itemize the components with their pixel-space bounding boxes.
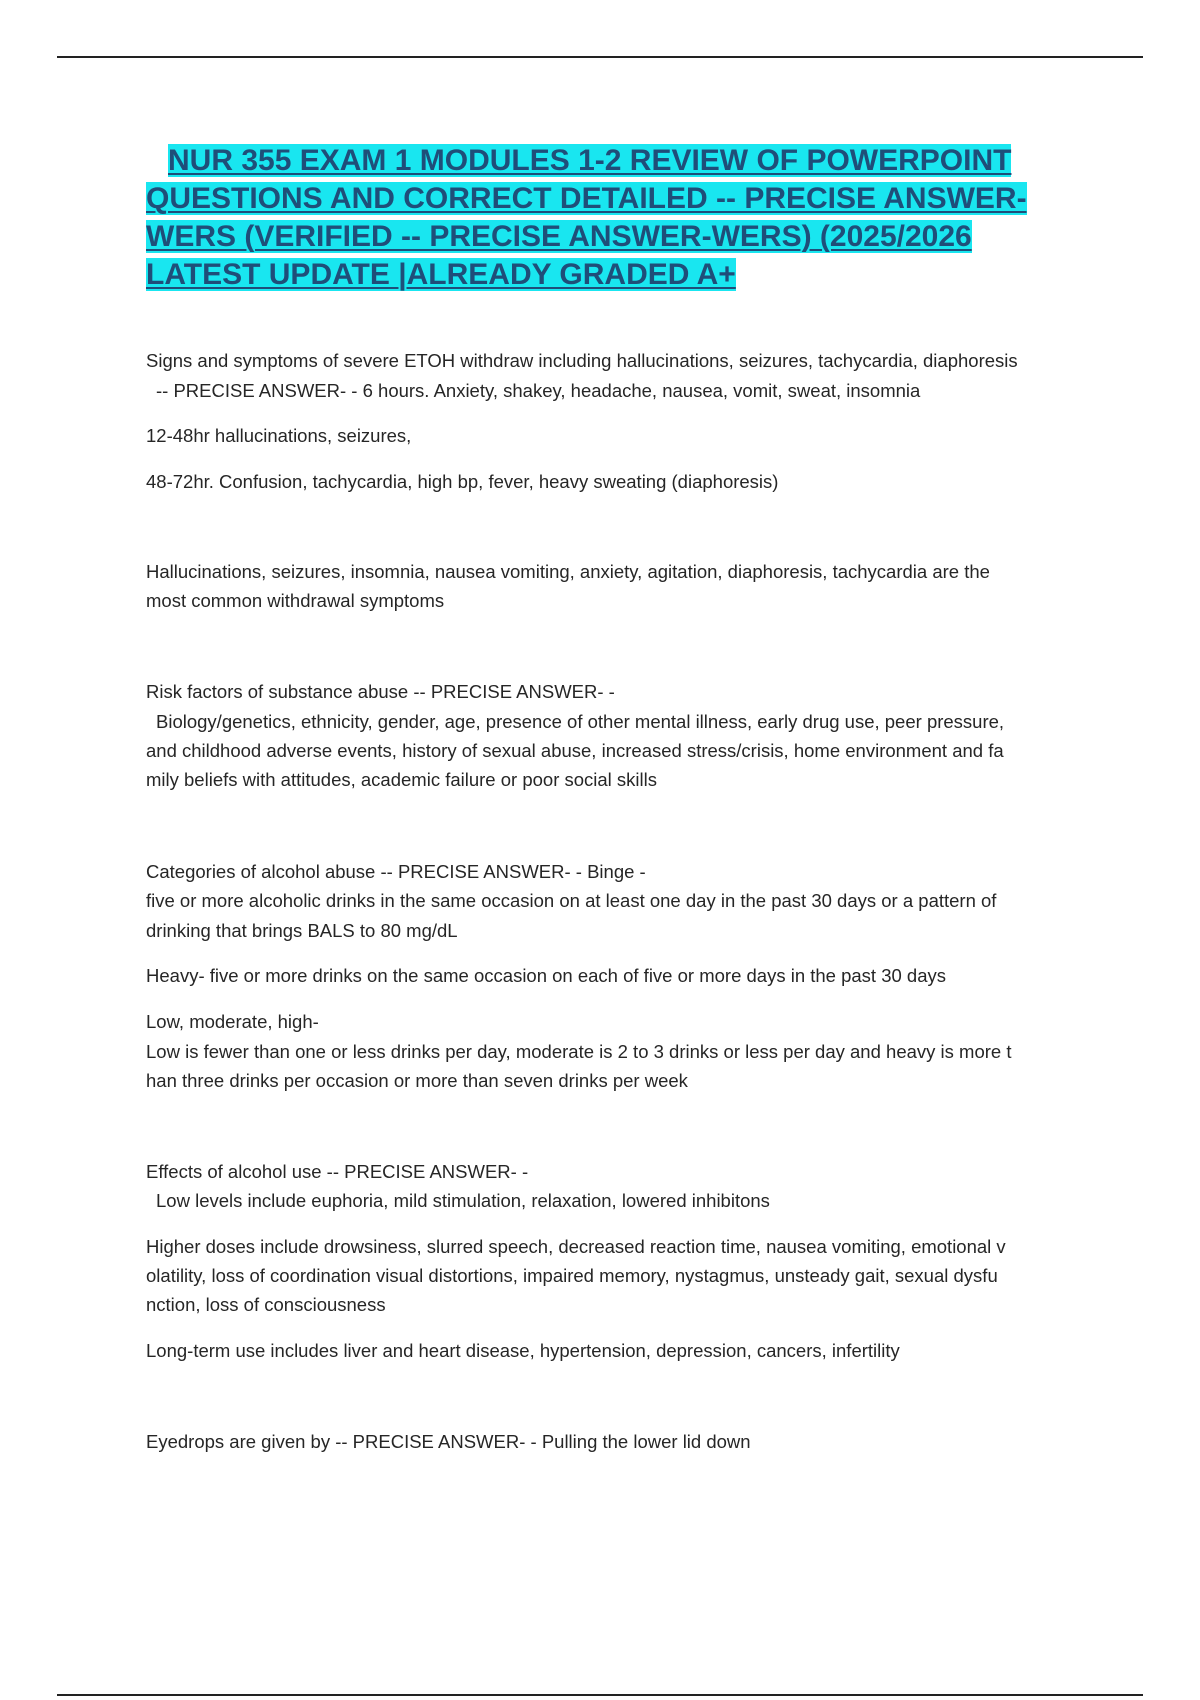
question-line: Risk factors of substance abuse -- PRECISE ANSWER- - xyxy=(146,681,615,702)
answer-line: -- PRECISE ANSWER- - 6 hours. Anxiety, shakey, headache, nausea, vomit, sweat, insomnia xyxy=(156,380,921,401)
question-line: Signs and symptoms of severe ETOH withdraw including hallucinations, seizures, tachycardia, diaphoresis xyxy=(146,350,1018,371)
question-line: Effects of alcohol use -- PRECISE ANSWER- - xyxy=(146,1161,529,1182)
answer-line: olatility, loss of coordination visual distortions, impaired memory, nystagmus, unsteady gait, sexual dysfu xyxy=(146,1265,998,1286)
answer-line: Long-term use includes liver and heart disease, hypertension, depression, cancers, infertility xyxy=(146,1340,900,1361)
document-title xyxy=(146,142,1106,294)
bottom-rule xyxy=(57,1694,1143,1696)
title-line: WERS (VERIFIED -- PRECISE ANSWER-WERS) (2025/2026 xyxy=(146,220,972,253)
answer-line: han three drinks per occasion or more than seven drinks per week xyxy=(146,1070,688,1091)
answer-line: Low is fewer than one or less drinks per day, moderate is 2 to 3 drinks or less per day and heavy is more t xyxy=(146,1041,1012,1062)
answer-line: 48-72hr. Confusion, tachycardia, high bp, fever, heavy sweating (diaphoresis) xyxy=(146,471,779,492)
answer-line: five or more alcoholic drinks in the same occasion on at least one day in the past 30 days or a pattern of xyxy=(146,890,997,911)
answer-line: nction, loss of consciousness xyxy=(146,1294,386,1315)
body-line: Hallucinations, seizures, insomnia, nausea vomiting, anxiety, agitation, diaphoresis, tachycardia are the xyxy=(146,561,990,582)
answer-line: Low levels include euphoria, mild stimulation, relaxation, lowered inhibitons xyxy=(156,1190,770,1211)
answer-line: and childhood adverse events, history of sexual abuse, increased stress/crisis, home environment and fa xyxy=(146,740,1004,761)
answer-line: mily beliefs with attitudes, academic failure or poor social skills xyxy=(146,769,658,790)
answer-line: Biology/genetics, ethnicity, gender, age, presence of other mental illness, early drug use, peer pressure, xyxy=(156,711,1005,732)
question-line: Eyedrops are given by -- PRECISE ANSWER- - Pulling the lower lid down xyxy=(146,1431,751,1452)
title-line: LATEST UPDATE |ALREADY GRADED A+ xyxy=(146,258,736,291)
title-line: NUR 355 EXAM 1 MODULES 1-2 REVIEW OF POWERPOINT xyxy=(168,144,1012,177)
answer-line: 12-48hr hallucinations, seizures, xyxy=(146,425,412,446)
body-line: most common withdrawal symptoms xyxy=(146,590,445,611)
top-rule xyxy=(57,56,1143,58)
question-line: Categories of alcohol abuse -- PRECISE ANSWER- - Binge - xyxy=(146,861,646,882)
answer-line: Higher doses include drowsiness, slurred speech, decreased reaction time, nausea vomiting, emotional v xyxy=(146,1236,1006,1257)
title-line: QUESTIONS AND CORRECT DETAILED -- PRECISE ANSWER- xyxy=(146,182,1027,215)
answer-line: Low, moderate, high- xyxy=(146,1011,319,1032)
answer-line: drinking that brings BALS to 80 mg/dL xyxy=(146,920,458,941)
answer-line: Heavy- five or more drinks on the same occasion on each of five or more days in the past 30 days xyxy=(146,965,947,986)
